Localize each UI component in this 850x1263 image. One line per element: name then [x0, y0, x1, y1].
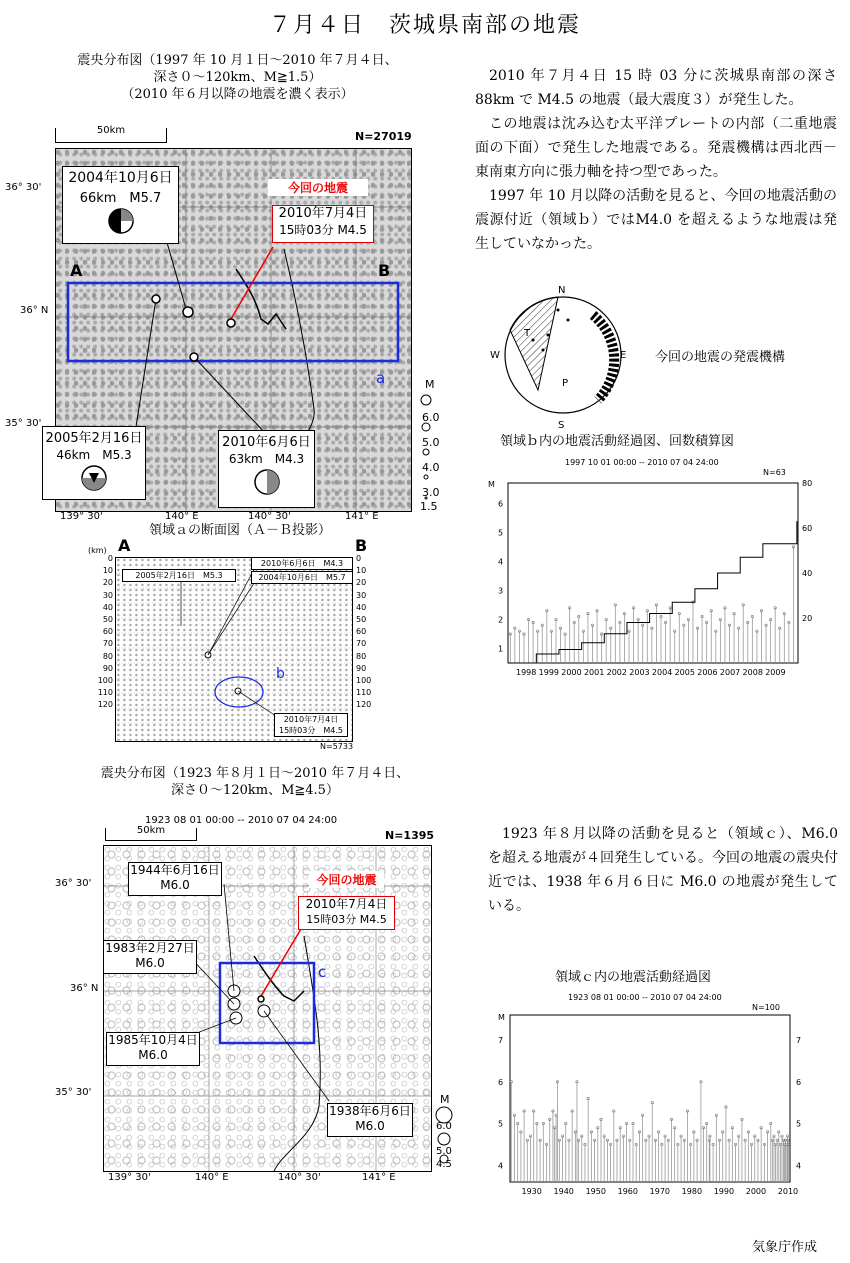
chart-b-ytick-right: 40 — [802, 569, 813, 578]
map1-mag-6: 6.0 — [422, 411, 440, 424]
section-depth-left — [93, 553, 113, 712]
chart-c-xtick: 1970 — [649, 1187, 671, 1196]
map1-mag-4: 4.0 — [422, 461, 440, 474]
map2-scale-bar — [105, 825, 197, 841]
callout-2010b-detail: 63km M4.3 — [228, 452, 305, 466]
callout-1944-date: 1944年6月16日 — [130, 863, 220, 877]
callout-1985-detail: M6.0 — [138, 1048, 168, 1062]
callout-1938-date: 1938年6月6日 — [329, 1104, 411, 1118]
section-depth-tick: 90 — [102, 663, 113, 673]
callout-1938 — [327, 1103, 413, 1137]
section-depth-tick: 80 — [102, 651, 113, 661]
map2-mag-45: 4.5 — [436, 1159, 452, 1170]
mech-w: W — [490, 350, 500, 361]
map1-point-a: A — [70, 261, 83, 280]
chart-c-ytick-right: 7 — [796, 1036, 802, 1046]
section-depth-tick: 10 — [356, 566, 367, 576]
mech-p: P — [562, 378, 569, 389]
map2-mag-5: 5.0 — [436, 1146, 452, 1157]
section-depth-tick: 10 — [102, 566, 113, 576]
section-depth-tick: 20 — [102, 578, 113, 588]
section-caption: 領域ａの断面図（Ａ－Ｂ投影） — [148, 523, 331, 538]
map1-scale-bar — [55, 125, 167, 143]
section-label-2004: 2004年10月6日 M5.7 — [251, 571, 353, 584]
focal-mechanism-icon — [79, 463, 109, 493]
mech-n: N — [558, 285, 566, 296]
footer-credit: 気象庁作成 — [752, 1240, 818, 1255]
callout-1938-detail: M6.0 — [355, 1119, 385, 1133]
chart-c-m-label: M — [498, 1013, 505, 1022]
map1-caption-line1: 震央分布図（1997 年 10 月１日～2010 年７月４日、 — [77, 53, 398, 68]
chart-c-xtick: 1940 — [553, 1187, 574, 1196]
callout-map2-konkai — [298, 896, 395, 930]
chart-c-ytick-right: 6 — [796, 1077, 802, 1087]
map2-lat-36: 36° N — [70, 983, 99, 994]
chart-b-xtick: 2005 — [674, 668, 695, 677]
map2-konkai-label: 今回の地震 — [309, 871, 384, 888]
chart-b-xtick: 2000 — [561, 668, 582, 677]
map2-caption-line2: 深さ０～120km、M≧4.5） — [171, 783, 339, 798]
chart-c-xtick: 1950 — [585, 1187, 606, 1196]
chart-c-xtick: 1980 — [681, 1187, 703, 1196]
section-point-a: A — [118, 536, 131, 555]
map2-lon-14030: 140° 30' — [278, 1172, 321, 1183]
callout-2004-date: 2004年10月6日 — [68, 170, 173, 186]
section-depth-tick: 70 — [356, 639, 367, 649]
map1-lon-14030: 140° 30' — [248, 511, 291, 522]
callout-1983-detail: M6.0 — [135, 956, 165, 970]
chart-c-xtick: 1930 — [521, 1187, 542, 1196]
section-depth-tick: 30 — [102, 590, 113, 600]
map1-mag-5: 5.0 — [422, 436, 440, 449]
section-depth-tick: 90 — [356, 663, 367, 673]
map2-caption — [70, 765, 440, 799]
section-label-konkai-date: 2010年7月4日 — [283, 715, 339, 724]
section-depth-tick: 0 — [356, 554, 362, 563]
chart-c-caption: 領域ｃ内の地震活動経過図 — [555, 970, 712, 985]
mech-e: E — [620, 350, 627, 361]
chart-b-ytick-left: 2 — [498, 615, 504, 625]
chart-b-header: 1997 10 01 00:00 -- 2010 07 04 24:00 — [565, 458, 719, 467]
text-section-2: 1923 年８月以降の活動を見ると（領域ｃ）、M6.0 を超える地震が４回発生している。今回の地震の震央付近では、1938 年６月６日に M6.0 の地震が発生している。 — [488, 826, 838, 914]
map1-lat-36: 36° N — [20, 305, 49, 316]
map2-count: N=1395 — [385, 829, 435, 842]
section-km-label: (km) — [88, 546, 107, 555]
callout-2005 — [42, 426, 146, 500]
callout-2005-detail: 46km M5.3 — [56, 448, 132, 462]
chart-b-ytick-left: 5 — [498, 528, 504, 538]
section-depth-tick: 20 — [356, 578, 367, 588]
map2-mag-title: M — [440, 1093, 450, 1106]
map1-point-b: B — [378, 261, 391, 280]
chart-b-xtick: 2001 — [583, 668, 605, 677]
section-point-b: B — [355, 536, 368, 555]
section-depth-tick: 30 — [356, 590, 367, 600]
chart-b-xtick: 1998 — [515, 668, 537, 677]
map1-2004-marker — [183, 307, 193, 317]
section-depth-tick: 40 — [102, 602, 113, 612]
mech-s: S — [558, 420, 565, 431]
chart-b-ytick-right: 60 — [802, 524, 813, 533]
text1-para1: 2010 年７月４日 15 時 03 分に茨城県南部の深さ 88km で M4.5 の地震（最大震度３）が発生した。 — [475, 68, 837, 108]
chart-c-xtick: 2010 — [777, 1187, 799, 1196]
mech-t: T — [524, 328, 531, 339]
chart-c-xtick: 2000 — [745, 1187, 767, 1196]
map1-caption — [40, 52, 435, 103]
section-depth-tick: 110 — [97, 688, 113, 698]
map1-mag-15: 1.5 — [420, 500, 438, 513]
map1-mag-3: 3.0 — [422, 486, 440, 499]
text1-para2: この地震は沈み込む太平洋プレートの内部（二重地震面の下面）で発生した地震である。発震機構は西北西－東南東方向に張力軸を持つ型であった。 — [475, 116, 837, 180]
chart-b-ytick-left: 6 — [498, 499, 504, 509]
chart-c-ytick-right: 4 — [796, 1161, 802, 1171]
chart-c-ytick-left: 6 — [498, 1077, 504, 1087]
section-depth-tick: 0 — [107, 554, 113, 563]
section-depth-tick: 70 — [102, 639, 113, 649]
chart-b-xtick: 2004 — [651, 668, 673, 677]
section-depth-tick: 120 — [356, 700, 372, 710]
map2-lon-140: 140° E — [195, 1172, 229, 1183]
map1-2004-leader — [166, 239, 186, 309]
map2-caption-line1: 震央分布図（1923 年８月１日～2010 年７月４日、 — [100, 766, 410, 781]
map2-scale-label: 50km — [136, 825, 166, 836]
map1-region-a-label: a — [376, 369, 386, 387]
section-depth-tick: 50 — [102, 615, 113, 625]
chart-c-ytick-right: 5 — [796, 1119, 802, 1129]
section-depth-tick: 60 — [102, 627, 113, 637]
map1-mag-title: M — [425, 378, 435, 391]
map2-region-c-label: c — [318, 963, 327, 981]
callout-2004-detail: 66km M5.7 — [79, 191, 162, 206]
section-depth-tick: 110 — [356, 688, 372, 698]
map1-mag-values — [422, 405, 440, 505]
chart-b-ytick-right: 80 — [802, 479, 813, 488]
map2-lon-141: 141° E — [362, 1172, 396, 1183]
callout-map2-konkai-date: 2010年7月4日 — [305, 897, 388, 911]
chart-b-xtick: 2007 — [719, 668, 741, 677]
map1-lat-3630: 36° 30' — [5, 182, 42, 193]
focal-mechanism-icon — [106, 206, 136, 236]
callout-2010-june — [218, 430, 315, 508]
map1-2010b-marker — [190, 353, 198, 361]
chart-c-count: N=100 — [752, 1003, 780, 1012]
section-depth-tick: 100 — [356, 676, 372, 686]
section-depth-tick: 80 — [356, 651, 367, 661]
section-count: N=5733 — [320, 742, 354, 751]
map1-lon-140: 140° E — [165, 511, 199, 522]
map1-lat-3530: 35° 30' — [5, 418, 42, 429]
chart-c-xtick: 1990 — [713, 1187, 735, 1196]
chart-b-count: N=63 — [763, 468, 786, 477]
chart-b-ytick-left: 3 — [498, 586, 504, 596]
chart-b-xtick: 2002 — [606, 668, 627, 677]
page-title: ７月４日 茨城県南部の地震 — [268, 13, 581, 38]
chart-c-header: 1923 08 01 00:00 -- 2010 07 04 24:00 — [568, 993, 722, 1002]
chart-c-xtick: 1960 — [617, 1187, 638, 1196]
map1-konkai-marker — [227, 319, 235, 327]
map2-lat-3530: 35° 30' — [55, 1087, 92, 1098]
callout-1944 — [128, 862, 222, 896]
map1-2005-leader — [136, 299, 156, 427]
map1-lon-13930: 139° 30' — [60, 511, 103, 522]
section-label-2010-june: 2010年6月6日 M4.3 — [251, 557, 353, 570]
callout-konkai-detail: 15時03分 M4.5 — [279, 223, 367, 237]
section-depth-tick: 60 — [356, 627, 367, 637]
chart-c-ytick-left: 5 — [498, 1119, 504, 1129]
chart-b-ytick-left: 1 — [498, 644, 504, 654]
map2-mag-values — [436, 1120, 452, 1171]
focal-mechanism-diagram — [488, 285, 638, 425]
section-depth-tick: 120 — [97, 700, 113, 710]
callout-1944-detail: M6.0 — [160, 878, 190, 892]
chart-b-ytick-left: 4 — [498, 557, 504, 567]
chart-b-xtick: 2006 — [697, 668, 718, 677]
mechanism-label: 今回の地震の発震機構 — [655, 350, 786, 365]
callout-2004 — [62, 166, 179, 244]
map1-caption-line2: 深さ０～120km、M≧1.5） — [153, 70, 322, 85]
callout-1985-date: 1985年10月4日 — [108, 1033, 198, 1047]
section-region-b-label: b — [276, 666, 285, 682]
map2-lat-3630: 36° 30' — [55, 878, 92, 889]
section-depth-right — [356, 553, 371, 712]
callout-1983-date: 1983年2月27日 — [105, 941, 195, 955]
callout-1983 — [103, 940, 197, 974]
map1-lon-141: 141° E — [345, 511, 379, 522]
map1-count: N=27019 — [355, 130, 412, 143]
section-label-konkai — [274, 713, 348, 737]
chart-b-xtick: 1999 — [538, 668, 560, 677]
chart-b-xtick: 2003 — [629, 668, 650, 677]
callout-2010b-date: 2010年6月6日 — [222, 435, 311, 450]
text1-para3: 1997 年 10 月以降の活動を見ると、今回の地震活動の震源付近（領域ｂ）ではM4.0 を超えるような地震は発生していなかった。 — [475, 188, 837, 252]
chart-b-xtick: 2009 — [765, 668, 786, 677]
section-depth-tick: 100 — [97, 676, 113, 686]
section-depth-tick: 50 — [356, 615, 367, 625]
focal-mechanism-icon — [252, 467, 282, 497]
text-section-1 — [475, 64, 837, 256]
chart-b-svg — [480, 478, 820, 683]
map2-lon-13930: 139° 30' — [108, 1172, 151, 1183]
map1-scale-label: 50km — [96, 125, 126, 136]
callout-konkai-2010 — [272, 205, 374, 243]
map2-mag-6: 6.0 — [436, 1121, 452, 1132]
map2-header: 1923 08 01 00:00 -- 2010 07 04 24:00 — [145, 815, 338, 826]
chart-b-xtick: 2008 — [742, 668, 763, 677]
map1-2005-marker — [152, 295, 160, 303]
section-depth-tick: 40 — [356, 602, 367, 612]
map1-konkai-label: 今回の地震 — [268, 179, 368, 196]
chart-b-caption: 領域ｂ内の地震活動経過図、回数積算図 — [500, 434, 735, 449]
callout-konkai-date: 2010年7月4日 — [278, 206, 368, 221]
map1-caption-line3: （2010 年６月以降の地震を濃く表示） — [121, 87, 354, 102]
callout-1985 — [106, 1032, 200, 1066]
map1-2010b-leader — [194, 357, 266, 434]
chart-c-ytick-left: 4 — [498, 1161, 504, 1171]
section-plot — [115, 557, 353, 742]
chart-c-ytick-left: 7 — [498, 1036, 504, 1046]
callout-2005-date: 2005年2月16日 — [45, 431, 143, 446]
chart-c-svg — [490, 1010, 820, 1205]
section-label-2005: 2005年2月16日 M5.3 — [122, 569, 236, 582]
chart-b-ytick-right: 20 — [802, 614, 813, 623]
callout-map2-konkai-detail: 15時03分 M4.5 — [306, 913, 387, 926]
section-label-konkai-detail: 15時03分 M4.5 — [279, 726, 343, 735]
chart-b-m-label: M — [488, 480, 495, 489]
